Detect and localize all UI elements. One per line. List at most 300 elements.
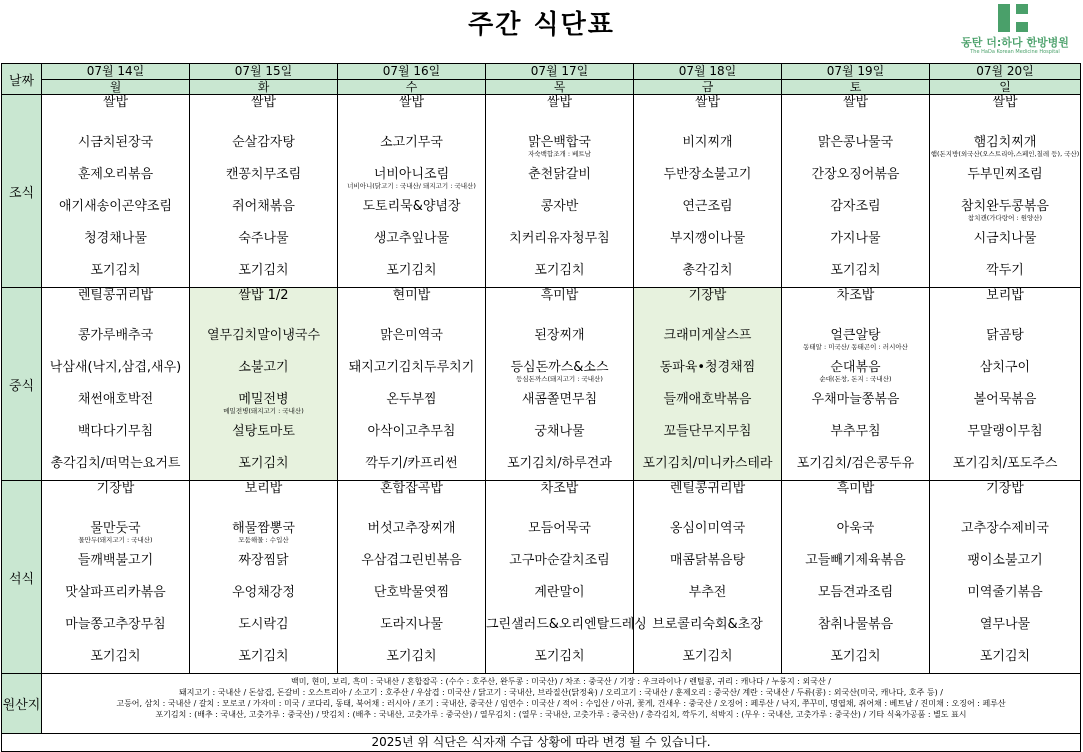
dish-item (190, 416, 337, 448)
dish-item (782, 577, 929, 609)
dish-item (930, 416, 1080, 448)
date-cell: 07월 19일 (782, 64, 930, 80)
dish-name: 치커리유자청무침 (509, 231, 610, 246)
dish-list (338, 95, 485, 287)
dish-item (486, 352, 633, 384)
dish-item (338, 641, 485, 673)
dish-name: 포기김치 (386, 649, 437, 664)
date-cell: 07월 14일 (42, 64, 190, 80)
dish-origin-note: 메밀전병(돼지고기 : 국내산) (223, 407, 304, 415)
dish-item (190, 384, 337, 416)
page-title: 주간 식단표 (468, 10, 615, 40)
dish-item (634, 513, 781, 545)
dish-list (190, 95, 337, 287)
dish-item (338, 255, 485, 287)
dish-origin-note: 물만두(돼지고기 : 국내산) (78, 536, 153, 544)
dish-list (190, 481, 337, 673)
dish-list (634, 481, 781, 673)
dish-item (42, 545, 189, 577)
dish-list (338, 288, 485, 480)
dish-list (930, 288, 1080, 480)
dish-name: 차조밥 (836, 288, 875, 303)
dish-item (486, 577, 633, 609)
lunch-menu-cell (338, 288, 486, 481)
dish-name: 짜장찜닭 (238, 553, 289, 568)
dish-item (42, 384, 189, 416)
dish-item (634, 288, 781, 320)
weekday-row (2, 80, 1081, 95)
dish-name: 쌀밥 (992, 95, 1018, 110)
dish-item (930, 320, 1080, 352)
dish-item (190, 127, 337, 159)
dish-name: 꼬들단무지무침 (663, 424, 752, 439)
dish-name: 포기김치 (90, 649, 141, 664)
dish-item (190, 320, 337, 352)
breakfast-menu-cell (486, 95, 634, 288)
dish-name: 생고추잎나물 (373, 231, 450, 246)
dish-item (782, 159, 929, 191)
date-cell: 07월 16일 (338, 64, 486, 80)
dish-name: 순대볶음 (830, 360, 881, 375)
dish-name: 포기김치/하루견과 (507, 456, 612, 471)
lunch-menu-cell (634, 288, 782, 481)
logo-name: 동탄 더:하다 한방병원 (961, 36, 1069, 49)
dish-origin-note: 모둠해물 : 수입산 (238, 536, 289, 544)
breakfast-menu-cell (782, 95, 930, 288)
dish-origin-note: 자숙백합조개 : 베트남 (528, 150, 591, 158)
dish-name: 들깨애호박볶음 (663, 392, 752, 407)
dish-item (634, 255, 781, 287)
dish-item (782, 95, 929, 127)
origin-line: 돼지고기 : 국내산 / 돈삼겹, 돈갈비 : 오스트리아 / 소고기 : 호주산 / 우삼겹 : 미국산 / 닭고기 : 국내산, 브라질산(닭정육) / 오리고기 : 국내산 / 훈제오리 : 중국산/ 계란 : 국내산 / 두류(콩) : 외국산(미국, 캐나다, 호주 등) / (179, 688, 943, 697)
dish-name: 훈제오리볶음 (77, 167, 154, 182)
dish-item (42, 448, 189, 480)
dinner-menu-cell (190, 481, 338, 674)
dish-name: 쌀밥 (842, 95, 869, 110)
dish-name: 순살감자탕 (232, 135, 295, 150)
date-cell: 07월 20일 (930, 64, 1081, 80)
dish-item (930, 384, 1080, 416)
dish-item (486, 320, 633, 352)
dish-name: 깍두기 (986, 263, 1024, 278)
dish-name: 팽이소불고기 (967, 553, 1043, 568)
breakfast-menu-cell (338, 95, 486, 288)
dish-item (782, 513, 929, 545)
dish-item (338, 609, 485, 641)
dish-name: 캔꽁치무조림 (225, 167, 302, 182)
dish-item (190, 255, 337, 287)
dish-item (930, 641, 1080, 673)
dish-item (338, 481, 485, 513)
dish-item (782, 352, 929, 384)
dinner-row (2, 481, 1081, 674)
weekday-cell: 토 (782, 80, 930, 95)
dish-item (486, 641, 633, 673)
dish-item (190, 95, 337, 127)
origin-line: 백미, 현미, 보리, 흑미 : 국내산 / 혼합잡곡 : (수수 : 호주산, 완두콩 : 미국산) / 차조 : 중국산 / 기장 : 우크라이나 / 렌틸콩, 귀리 : 캐나다 / 누룽지 : 외국산 / (291, 677, 831, 686)
dish-name: 소고기무국 (380, 135, 443, 150)
dish-name: 포기김치 (534, 263, 585, 278)
dish-item (338, 159, 485, 191)
dish-name: 그린샐러드&오리엔탈드레싱 (486, 617, 647, 632)
dish-list (634, 95, 781, 287)
dish-item (42, 320, 189, 352)
dish-item (338, 223, 485, 255)
dish-name: 렌틸콩귀리밥 (77, 288, 154, 303)
dish-item (634, 352, 781, 384)
dish-item (338, 320, 485, 352)
dish-item (190, 609, 337, 641)
dish-name: 마늘쫑고추장무침 (65, 617, 166, 632)
dish-name: 쌀밥 (102, 95, 129, 110)
dish-item (782, 545, 929, 577)
dish-item (782, 191, 929, 223)
row-label-date: 날짜 (2, 64, 42, 95)
dish-item (190, 448, 337, 480)
dish-item (634, 609, 781, 641)
dish-item (634, 159, 781, 191)
dish-item (42, 288, 189, 320)
dish-list (42, 288, 189, 480)
dish-name: 포기김치 (682, 649, 733, 664)
dish-item (42, 513, 189, 545)
dish-name: 포기김치/검은콩두유 (796, 456, 915, 471)
breakfast-menu-cell (634, 95, 782, 288)
dish-name: 쥐어채볶음 (232, 199, 295, 214)
dish-name: 포기김치 (238, 263, 289, 278)
dish-name: 숙주나물 (238, 231, 289, 246)
dish-list (42, 481, 189, 673)
dish-item (42, 223, 189, 255)
dish-item (782, 609, 929, 641)
dish-name: 혼합잡곡밥 (380, 481, 443, 496)
dish-name: 고들빼기제육볶음 (805, 553, 906, 568)
dish-item (42, 577, 189, 609)
dish-item (634, 577, 781, 609)
dish-name: 궁채나물 (534, 424, 585, 439)
dish-name: 단호박물엿찜 (373, 585, 450, 600)
dish-item (338, 384, 485, 416)
weekday-cell: 화 (190, 80, 338, 95)
dish-item (486, 545, 633, 577)
dish-list (782, 95, 929, 287)
dish-name: 가지나물 (830, 231, 881, 246)
dish-origin-note: 동태알 : 미국산/ 동태곤이 : 러시아산 (803, 343, 908, 351)
dish-name: 볼어묵볶음 (973, 392, 1037, 407)
dish-name: 포기김치 (830, 649, 881, 664)
dish-name: 시금치나물 (973, 231, 1037, 246)
dish-name: 채썬애호박전 (77, 392, 154, 407)
dish-name: 고구마순갈치조림 (509, 553, 610, 568)
dish-item (782, 288, 929, 320)
dish-item (782, 127, 929, 159)
dish-item (338, 95, 485, 127)
dish-item (634, 481, 781, 513)
dish-name: 깍두기/카프리썬 (365, 456, 458, 471)
dish-name: 기장밥 (986, 481, 1024, 496)
dish-item (930, 352, 1080, 384)
dinner-menu-cell (930, 481, 1081, 674)
dish-item (486, 255, 633, 287)
dish-item (190, 577, 337, 609)
weekday-cell: 일 (930, 80, 1081, 95)
footer-row (2, 734, 1081, 752)
dish-name: 감자조림 (830, 199, 881, 214)
dish-name: 버섯고추장찌개 (367, 521, 456, 536)
dish-name: 포기김치/포도주스 (952, 456, 1058, 471)
dish-item (486, 609, 647, 641)
dish-item (486, 481, 633, 513)
dish-name: 간장오징어볶음 (811, 167, 900, 182)
dish-list (486, 95, 633, 287)
dish-name: 동파육•청경채찜 (659, 360, 756, 375)
dish-item (338, 191, 485, 223)
dish-item (930, 609, 1080, 641)
dish-name: 청경채나물 (84, 231, 147, 246)
dish-name: 총각김치/떠먹는요거트 (50, 456, 181, 471)
dish-name: 된장찌개 (534, 328, 585, 343)
lunch-menu-cell (486, 288, 634, 481)
dish-name: 낙삼새(낙지,삼겹,새우) (49, 360, 182, 375)
dish-name: 기장밥 (96, 481, 135, 496)
dish-name: 렌틸콩귀리밥 (669, 481, 746, 496)
dish-name: 포기김치 (386, 263, 437, 278)
dish-item (634, 384, 781, 416)
dish-item (634, 191, 781, 223)
dish-item (486, 95, 633, 127)
dinner-menu-cell (782, 481, 930, 674)
dish-item (930, 448, 1080, 480)
dish-name: 쌀밥 (398, 95, 425, 110)
dish-item (190, 641, 337, 673)
dish-item (782, 641, 929, 673)
dish-list (782, 481, 929, 673)
dish-item (338, 513, 485, 545)
dish-name: 쌀밥 1/2 (238, 288, 289, 303)
dish-item (930, 513, 1080, 545)
dish-name: 백다다기무침 (77, 424, 154, 439)
dish-name: 춘천닭갈비 (528, 167, 591, 182)
lunch-row (2, 288, 1081, 481)
dish-item (486, 288, 633, 320)
date-row (2, 64, 1081, 80)
date-cell: 07월 17일 (486, 64, 634, 80)
dish-item (782, 255, 929, 287)
dish-item (42, 416, 189, 448)
row-label-breakfast: 조식 (2, 95, 42, 288)
dish-list (42, 95, 189, 287)
dish-name: 매콤닭볶음탕 (669, 553, 746, 568)
dish-name: 소불고기 (238, 360, 289, 375)
dish-item (930, 288, 1080, 320)
lunch-menu-cell (42, 288, 190, 481)
dish-name: 햄김치찌개 (973, 135, 1037, 150)
dish-origin-note: 참치캔(가다랑어 : 원양산) (967, 214, 1043, 222)
dish-name: 쌀밥 (250, 95, 277, 110)
row-label-origin: 원산지 (2, 674, 42, 734)
dish-item (190, 191, 337, 223)
dish-item (634, 448, 781, 480)
dish-name: 물만둣국 (90, 521, 141, 536)
lunch-menu-cell (782, 288, 930, 481)
dish-item (930, 159, 1080, 191)
dish-item (42, 159, 189, 191)
dish-item (486, 127, 633, 159)
dish-item (190, 288, 337, 320)
dish-item (338, 577, 485, 609)
dish-name: 포기김치 (238, 649, 289, 664)
dish-name: 쌀밥 (546, 95, 573, 110)
dish-item (338, 545, 485, 577)
dish-name: 포기김치/미니카스테라 (642, 456, 773, 471)
dish-item (782, 320, 929, 352)
dish-name: 부추무침 (830, 424, 881, 439)
dish-name: 설탕토마토 (232, 424, 295, 439)
dish-name: 옹심이미역국 (669, 521, 746, 536)
dish-name: 포기김치 (238, 456, 289, 471)
breakfast-menu-cell (42, 95, 190, 288)
dish-name: 맑은콩나물국 (817, 135, 894, 150)
lunch-menu-cell (930, 288, 1081, 481)
dish-name: 포기김치 (830, 263, 881, 278)
dish-item (634, 545, 781, 577)
dish-item (634, 127, 781, 159)
dish-name: 맑은백합국 (528, 135, 591, 150)
weekday-cell: 월 (42, 80, 190, 95)
dinner-menu-cell (42, 481, 190, 674)
dish-name: 너비아니조림 (373, 167, 450, 182)
dish-name: 연근조림 (682, 199, 733, 214)
dish-name: 새콤쫄면무침 (521, 392, 598, 407)
dish-item (930, 255, 1080, 287)
dish-name: 무말랭이무침 (967, 424, 1043, 439)
dinner-menu-cell (634, 481, 782, 674)
dish-name: 두반장소불고기 (663, 167, 752, 182)
breakfast-menu-cell (930, 95, 1081, 288)
dish-item (42, 191, 189, 223)
dish-item (190, 223, 337, 255)
footer-notice: 2025년 위 식단은 식자재 수급 상황에 따라 변경 될 수 있습니다. (2, 734, 1081, 752)
dish-name: 돼지고기김치두루치기 (348, 360, 475, 375)
row-label-dinner: 석식 (2, 481, 42, 674)
dish-name: 모듬견과조림 (817, 585, 894, 600)
hospital-logo (955, 4, 1075, 58)
dish-name: 보리밥 (244, 481, 283, 496)
dish-name: 우삼겹그린빈볶음 (361, 553, 462, 568)
dish-name: 아욱국 (836, 521, 875, 536)
dish-origin-note: 순대(돈창, 돈지 : 국내산) (819, 375, 892, 383)
dish-item (930, 481, 1080, 513)
dish-item (930, 223, 1080, 255)
dish-name: 참치완두콩볶음 (961, 199, 1049, 214)
dish-item (338, 288, 485, 320)
dish-item (42, 609, 189, 641)
origin-row (2, 674, 1081, 734)
dish-name: 비지찌개 (682, 135, 733, 150)
dish-origin-note: 햄(돈지방(외국산(오스트리아,스페인,칠레 등), 국산) (930, 150, 1080, 158)
origin-info (42, 674, 1081, 734)
dish-name: 메밀전병 (238, 392, 289, 407)
dish-item (634, 416, 781, 448)
dish-name: 닭곰탕 (986, 328, 1024, 343)
dish-item (42, 641, 189, 673)
dish-name: 온두부찜 (386, 392, 437, 407)
dish-name: 참취나물볶음 (817, 617, 894, 632)
dish-name: 아삭이고추무침 (367, 424, 456, 439)
dish-name: 얼큰알탕 (830, 328, 881, 343)
dish-item (930, 95, 1080, 127)
dish-item (782, 223, 929, 255)
lunch-menu-cell (190, 288, 338, 481)
weekday-cell: 목 (486, 80, 634, 95)
dish-name: 모듬어묵국 (528, 521, 591, 536)
dish-name: 해물짬뽕국 (232, 521, 295, 536)
origin-line: 포기김치 : (배추 : 국내산, 고춧가루 : 중국산) / 맛김치 : (배추 : 국내산, 고춧가루 : 중국산) / 열무김치 : (열무 : 국내산, 고춧가루 : 중국산) / 총각김치, 깍두기, 석박지 : (무우 : 국내산, 고춧가루 : 중국산) / 기타 식육가공품 : 별도 표시 (155, 710, 967, 719)
dish-item (486, 448, 633, 480)
dish-item (338, 448, 485, 480)
dish-name: 총각김치 (682, 263, 733, 278)
dish-name: 브로콜리숙회&초장 (652, 617, 763, 632)
dish-name: 포기김치 (979, 649, 1031, 664)
dish-name: 포기김치 (534, 649, 585, 664)
dish-list (634, 288, 781, 480)
dish-item (930, 191, 1080, 223)
dish-name: 부추전 (688, 585, 727, 600)
breakfast-menu-cell (190, 95, 338, 288)
dish-list (486, 288, 633, 480)
dish-name: 들깨백불고기 (77, 553, 154, 568)
dish-name: 쌀밥 (694, 95, 721, 110)
dish-item (190, 513, 337, 545)
dish-name: 포기김치 (90, 263, 141, 278)
dish-name: 콩가루배추국 (77, 328, 154, 343)
dinner-menu-cell (338, 481, 486, 674)
dish-item (634, 641, 781, 673)
breakfast-row (2, 95, 1081, 288)
dish-name: 시금치된장국 (77, 135, 154, 150)
weekday-cell: 금 (634, 80, 782, 95)
dish-name: 도시락김 (238, 617, 289, 632)
row-label-lunch: 중식 (2, 288, 42, 481)
dish-item (190, 481, 337, 513)
dish-list (486, 481, 647, 673)
dish-item (190, 352, 337, 384)
dish-name: 콩자반 (540, 199, 579, 214)
dish-name: 도토리묵&양념장 (362, 199, 461, 214)
dish-name: 기장밥 (688, 288, 727, 303)
dish-name: 애기새송이곤약조림 (58, 199, 173, 214)
dish-item (930, 545, 1080, 577)
dish-item (42, 95, 189, 127)
dish-name: 차조밥 (540, 481, 579, 496)
hospital-logo-icon (998, 4, 1028, 32)
dish-item (486, 191, 633, 223)
dish-item (782, 448, 929, 480)
dish-item (486, 159, 633, 191)
dish-item (190, 545, 337, 577)
dish-name: 미역줄기볶음 (967, 585, 1043, 600)
dish-name: 삼치구이 (979, 360, 1031, 375)
dish-item (930, 577, 1080, 609)
dish-name: 계란말이 (534, 585, 585, 600)
dish-name: 크래미게살스프 (663, 328, 752, 343)
dish-list (930, 95, 1080, 287)
dish-item (634, 95, 781, 127)
dish-list (338, 481, 485, 673)
dish-item (42, 127, 189, 159)
weekday-cell: 수 (338, 80, 486, 95)
dish-item (782, 416, 929, 448)
